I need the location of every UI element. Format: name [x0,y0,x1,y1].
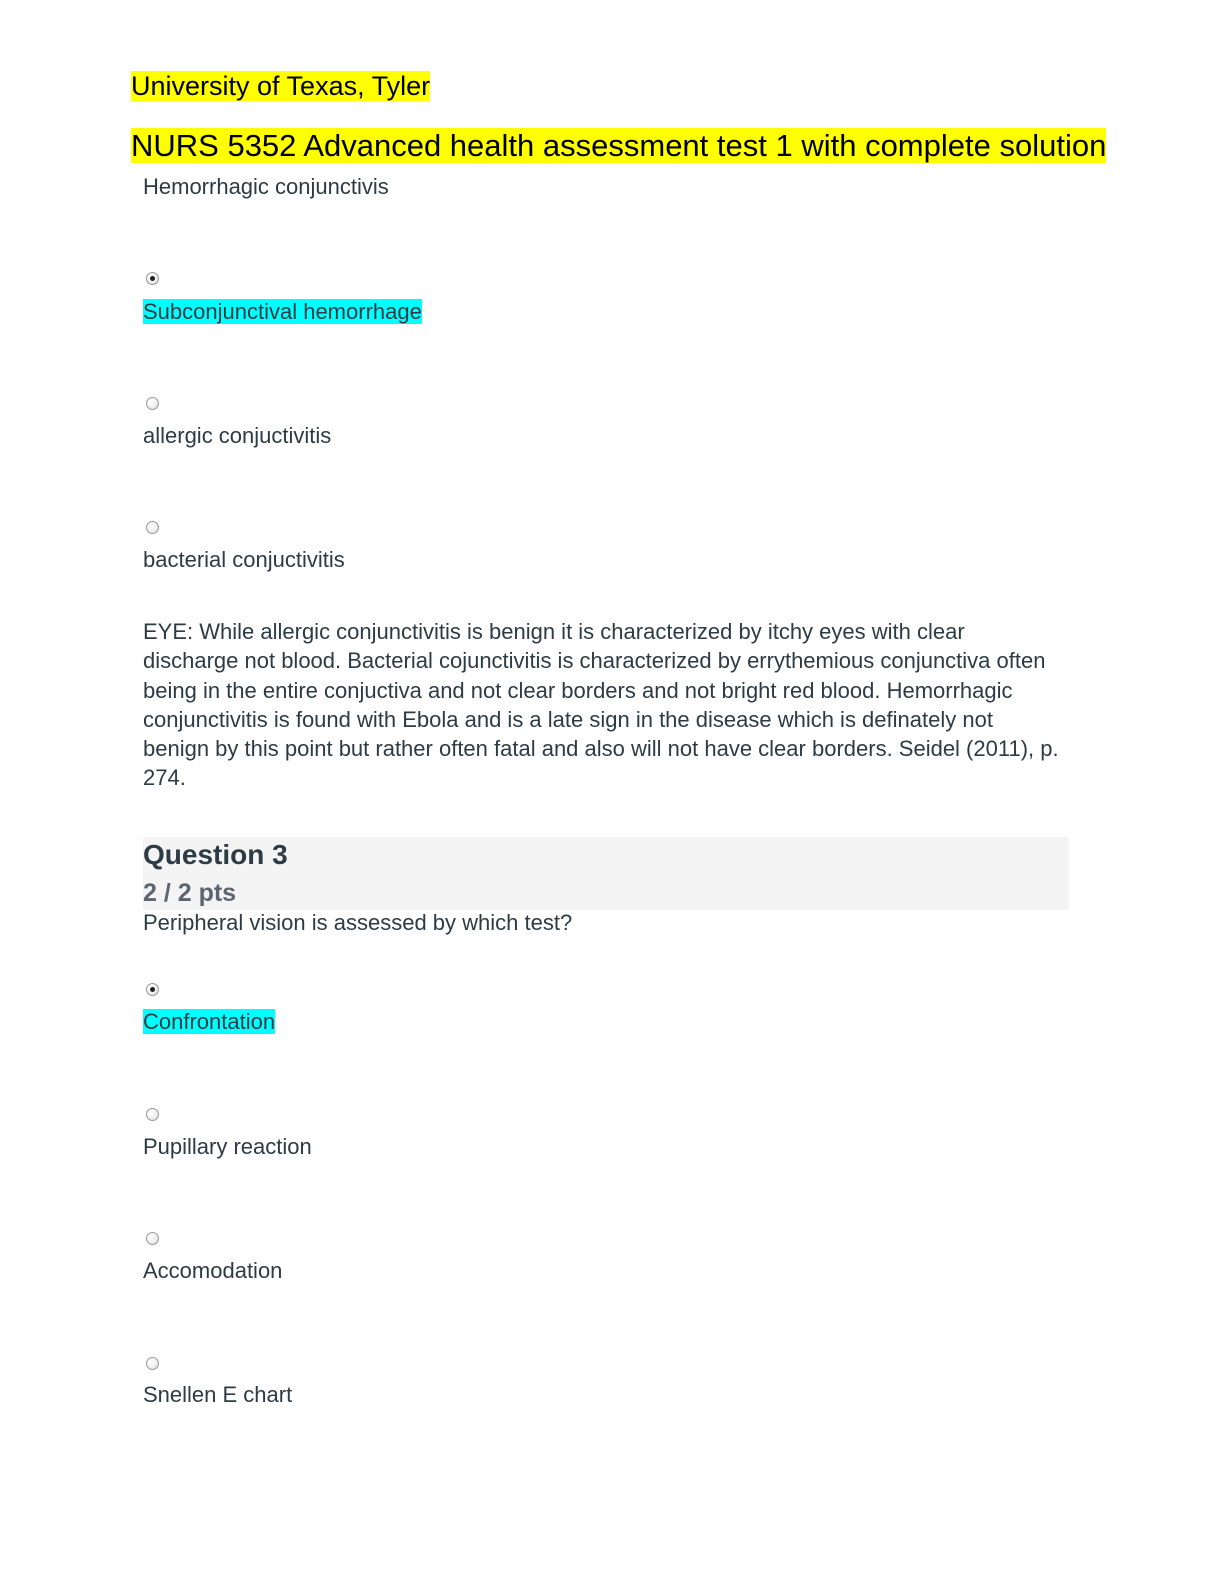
answer-option-label-correct [143,1007,275,1036]
radio-button[interactable] [146,1232,159,1245]
answer-explanation: EYE: While allergic conjunctivitis is benign it is characterized by itchy eyes with clear discharge not blood. Bacterial cojunctivitis is characterized by errythemious conjunctiva often being in the entire conjuctiva and not clear borders and not bright red blood. Hemorrhagic conjunctivitis is found with Ebola and is a late sign in the disease which is definately not benign by this point but rather often fatal and also will not have clear borders. Seidel (2011), p. 274. [143,619,1059,791]
answer-option-label: bacterial conjuctivitis [143,547,345,572]
university-title [131,70,430,103]
correct-answer-highlight: Confrontation [143,1009,276,1034]
question-points: 2 / 2 pts [143,879,237,907]
question-header [143,837,1069,910]
course-title-text: NURS 5352 Advanced health assessment test 1 with complete solution [131,128,1107,163]
radio-button-selected[interactable] [146,983,159,996]
answer-option-label: Hemorrhagic conjunctivis [143,174,389,199]
question-prompt: Peripheral vision is assessed by which test? [143,910,573,935]
radio-button-selected[interactable] [146,272,159,285]
radio-button[interactable] [146,1357,159,1370]
radio-button[interactable] [146,1108,159,1121]
answer-option-label: allergic conjuctivitis [143,423,332,448]
correct-answer-highlight: Subconjunctival hemorrhage [143,299,422,324]
question-title: Question 3 [143,839,288,870]
answer-option-label-correct [143,297,422,326]
answer-option-label: Pupillary reaction [143,1134,312,1159]
radio-button[interactable] [146,397,159,410]
answer-option-label: Accomodation [143,1258,283,1283]
radio-button[interactable] [146,521,159,534]
course-title [131,127,1106,164]
university-title-text: University of Texas, Tyler [131,71,431,101]
answer-option-label: Snellen E chart [143,1382,293,1407]
